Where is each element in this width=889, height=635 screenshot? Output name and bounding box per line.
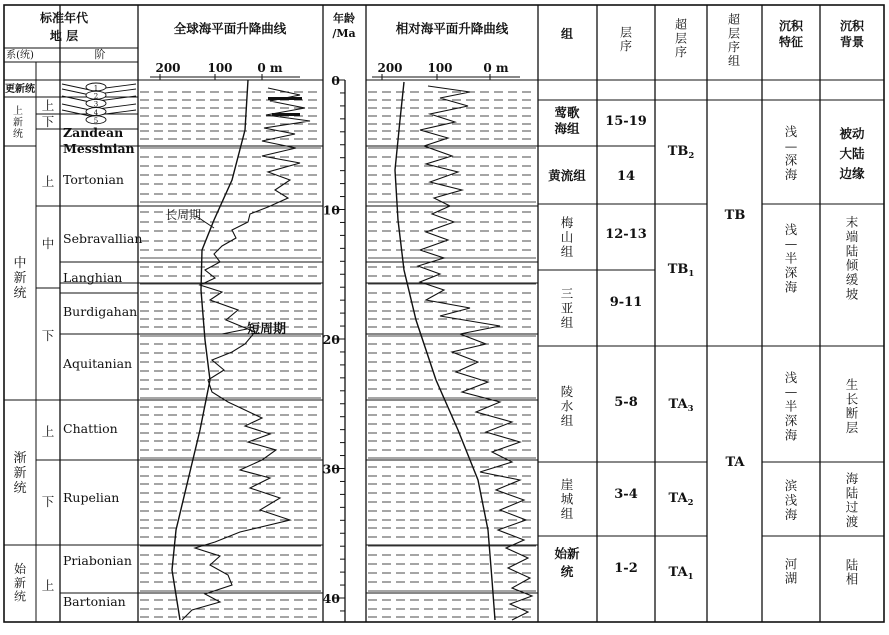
formation-yacheng — [561, 477, 574, 521]
supersequence-ta2: $TA_2$ — [668, 491, 694, 507]
stage-name-langhian: Langhian — [63, 270, 123, 285]
system-eocene-char: 始 — [13, 562, 27, 577]
system-eocene-char: 统 — [13, 589, 27, 604]
sed-character-2-char: 深 — [784, 264, 798, 280]
sed-character-4 — [785, 478, 798, 522]
sed-setting-3-char: 层 — [845, 420, 859, 436]
sed-setting-4-char: 陆 — [845, 485, 859, 501]
fan-line — [62, 104, 90, 110]
formation-eocene-2: 统 — [560, 564, 574, 579]
formation-sanya — [561, 286, 574, 330]
header-supersequence-char: 序 — [674, 45, 688, 60]
sed-setting-2-char: 末 — [845, 214, 859, 230]
relative-long-curve — [395, 82, 495, 620]
formation-yinggehai-2: 海组 — [554, 121, 580, 136]
dashed-horizon-lines — [138, 92, 538, 617]
formation-yacheng-char: 崖 — [560, 477, 574, 493]
system-pliocene-char: 统 — [13, 129, 23, 141]
sequence-14: 14 — [616, 169, 636, 184]
curve-mark — [268, 97, 302, 100]
sed-setting-4-char: 渡 — [845, 514, 859, 530]
sed-setting-5-char: 相 — [845, 571, 859, 587]
header-super-group — [728, 12, 740, 68]
stage-circle-number: 2 — [93, 92, 99, 101]
sed-setting-4-char: 过 — [845, 499, 859, 515]
system-pliocene — [13, 104, 23, 140]
system-oligocene — [13, 451, 26, 496]
label-leader — [222, 329, 247, 334]
formation-meishan-char: 山 — [560, 229, 574, 245]
formation-yacheng-char: 城 — [560, 491, 574, 507]
global-scale-label: 0 m — [257, 61, 283, 75]
system-miocene-char: 统 — [13, 286, 27, 302]
sed-character-2-char: 半 — [784, 250, 798, 266]
pleistocene-stage-fan — [62, 83, 136, 124]
sed-setting-3-char: 生 — [845, 376, 859, 392]
header-standard-era: 标准年代 — [39, 11, 89, 25]
sed-character-3-char: 深 — [784, 412, 798, 428]
sed-character-2-char: 海 — [784, 279, 798, 295]
system-miocene-char: 中 — [13, 256, 27, 272]
sed-setting-2-char: 陆 — [845, 243, 859, 259]
sed-setting-3 — [846, 377, 859, 435]
sed-character-1-char: 深 — [784, 152, 798, 168]
stage-name-rupelian: Rupelian — [63, 490, 120, 505]
formation-sanya-char: 三 — [560, 286, 574, 302]
supersequence-ta1: $TA_1$ — [668, 565, 694, 581]
header-formation: 组 — [560, 27, 574, 41]
fan-line — [62, 89, 90, 95]
stage-name-sebravallian: Sebravallian — [63, 231, 143, 246]
substage-label: 中 — [41, 236, 55, 251]
formation-eocene-1: 始新 — [554, 546, 580, 561]
sed-character-2 — [785, 222, 798, 295]
system-eocene — [14, 561, 27, 604]
sed-character-3-char: 浅 — [784, 369, 798, 385]
relative-scale-label: 0 m — [483, 61, 509, 75]
formation-yinggehai-1: 莺歌 — [554, 105, 580, 120]
substage-label: 下 — [41, 114, 55, 129]
sed-setting-2 — [846, 215, 859, 302]
formation-meishan — [561, 215, 574, 259]
sequence-5-8: 5-8 — [614, 395, 638, 410]
system-pliocene-char: 上 — [13, 106, 23, 118]
sed-setting-1a: 被动 — [839, 126, 865, 141]
sed-character-3-char: 海 — [784, 427, 798, 443]
header-super-group-char: 序 — [727, 40, 741, 55]
stage-name-chattion: Chattion — [63, 421, 118, 436]
system-miocene-char: 新 — [13, 271, 27, 287]
sequence-9-11: 9-11 — [609, 295, 643, 310]
substage-label: 下 — [41, 328, 55, 343]
system-pliocene-char: 新 — [13, 117, 23, 129]
sed-character-1-char: — — [784, 138, 798, 154]
header-supersequence-char: 超 — [674, 17, 688, 32]
sed-setting-5 — [846, 557, 859, 586]
header-sed-character-1: 沉积 — [778, 19, 804, 33]
sed-character-3-char: 半 — [784, 398, 798, 414]
substage-label: 上 — [41, 98, 55, 113]
header-sequence — [620, 25, 632, 53]
system-oligocene-char: 统 — [13, 481, 27, 497]
stage-name-burdigahan: Burdigahan — [63, 304, 138, 319]
sed-character-4-char: 海 — [784, 506, 798, 522]
sed-character-5 — [785, 556, 798, 585]
sed-character-2-char: — — [784, 236, 798, 252]
stage-name-bartonian: Bartonian — [63, 594, 126, 609]
sed-character-1-char: 浅 — [784, 123, 798, 139]
header-super-group-char: 组 — [727, 54, 741, 69]
sed-setting-3-char: 长 — [845, 391, 859, 407]
global-scale-label: 200 — [155, 61, 181, 75]
header-sequence-char: 层 — [619, 25, 633, 40]
sed-setting-4 — [846, 471, 859, 529]
header-super-group-char: 超 — [727, 12, 741, 27]
sed-character-4-char: 滨 — [784, 478, 798, 494]
global-long-period-curve — [172, 80, 248, 620]
header-sequence-char: 序 — [619, 39, 633, 54]
age-label: 10 — [322, 202, 340, 218]
stage-name-messinian: Messinian — [63, 141, 135, 156]
global-scale-label: 100 — [207, 61, 233, 75]
sed-character-4-char: 浅 — [784, 492, 798, 508]
formation-lingshui-char: 陵 — [560, 384, 574, 400]
relative-scale-label: 100 — [427, 61, 453, 75]
system-oligocene-char: 渐 — [13, 451, 27, 467]
sed-setting-4-char: 海 — [845, 470, 859, 486]
sed-setting-3-char: 断 — [845, 405, 859, 421]
formation-sanya-char: 亚 — [560, 300, 574, 316]
header-stage: 阶 — [94, 48, 106, 61]
system-pleistocene: 更新统 — [5, 84, 35, 95]
system-oligocene-char: 新 — [13, 466, 27, 482]
sed-setting-2-char: 倾 — [845, 257, 859, 273]
formation-lingshui — [561, 384, 574, 428]
label-long-period: 长周期 — [165, 208, 202, 222]
supersequence-tb2: $TB_2$ — [667, 144, 695, 160]
sed-character-5-char: 湖 — [784, 570, 798, 586]
sequence-3-4: 3-4 — [614, 487, 638, 502]
sed-character-3 — [785, 370, 798, 443]
sed-setting-2-char: 缓 — [845, 272, 859, 288]
sed-character-3-char: — — [784, 384, 798, 400]
sed-setting-1b: 大陆 — [839, 146, 865, 161]
sed-character-1 — [785, 124, 798, 182]
substage-label: 上 — [41, 174, 55, 189]
header-supersequence-char: 层 — [674, 31, 688, 46]
age-label: 20 — [322, 332, 340, 347]
header-sed-setting-1: 沉积 — [839, 19, 865, 33]
formation-yacheng-char: 组 — [560, 505, 574, 521]
header-super-group-char: 层 — [727, 26, 741, 41]
age-label: 30 — [322, 461, 340, 477]
system-eocene-char: 新 — [13, 575, 27, 590]
sed-character-2-char: 浅 — [784, 221, 798, 237]
sequence-15-19: 15-19 — [605, 114, 647, 129]
supersequence-tb1: $TB_1$ — [667, 262, 695, 278]
substage-label: 上 — [41, 424, 55, 439]
sed-setting-5-char: 陆 — [845, 557, 859, 573]
stage-circle-number: 1 — [93, 84, 99, 93]
header-supersequence — [675, 17, 687, 60]
header-system: 系(统) — [6, 50, 34, 61]
formation-meishan-char: 组 — [560, 243, 574, 259]
header-age-unit: /Ma — [332, 27, 356, 40]
super-group-tb: TB — [724, 208, 746, 223]
sea-level-curves — [172, 80, 532, 620]
header-age: 年龄 — [333, 12, 355, 25]
label-short-period: 短周期 — [247, 322, 287, 337]
sequence-1-2: 1-2 — [614, 561, 638, 576]
sed-setting-1c: 边缘 — [839, 166, 865, 181]
formation-lingshui-char: 组 — [560, 412, 574, 428]
header-stratum: 地 层 — [49, 29, 79, 43]
header-sed-character-2: 特征 — [778, 35, 804, 49]
age-label: 0 — [331, 73, 340, 88]
formation-huangliu: 黄流组 — [548, 168, 586, 183]
curve-mark — [272, 113, 300, 116]
formation-lingshui-char: 水 — [560, 398, 574, 414]
sequence-12-13: 12-13 — [605, 227, 647, 242]
system-miocene — [13, 255, 26, 301]
header-relative-curve: 相对海平面升降曲线 — [395, 21, 509, 36]
stage-name-priabonian: Priabonian — [63, 553, 132, 568]
age-label: 40 — [322, 591, 340, 606]
stage-name-tortonian: Tortonian — [63, 172, 124, 187]
sed-character-1-char: 海 — [784, 167, 798, 183]
substage-label: 下 — [41, 494, 55, 509]
sed-character-5-char: 河 — [784, 556, 798, 572]
stage-circle-number: 5 — [93, 117, 99, 126]
header-sed-setting-2: 背景 — [839, 35, 865, 49]
stage-circle-number: 4 — [93, 108, 99, 117]
sed-setting-2-char: 端 — [845, 228, 859, 244]
super-group-ta: TA — [725, 455, 745, 470]
header-global-curve: 全球海平面升降曲线 — [173, 21, 287, 36]
formation-sanya-char: 组 — [560, 314, 574, 330]
stage-circle-number: 3 — [93, 100, 99, 109]
stage-name-zandean: Zandean — [63, 125, 124, 140]
formation-meishan-char: 梅 — [560, 215, 574, 231]
supersequence-ta3: $TA_3$ — [668, 397, 694, 413]
stage-name-aquitanian: Aquitanian — [63, 356, 133, 371]
substage-label: 上 — [41, 578, 55, 593]
global-short-period-curve — [182, 88, 310, 620]
sed-setting-2-char: 坡 — [845, 286, 859, 302]
relative-scale-label: 200 — [377, 61, 403, 75]
